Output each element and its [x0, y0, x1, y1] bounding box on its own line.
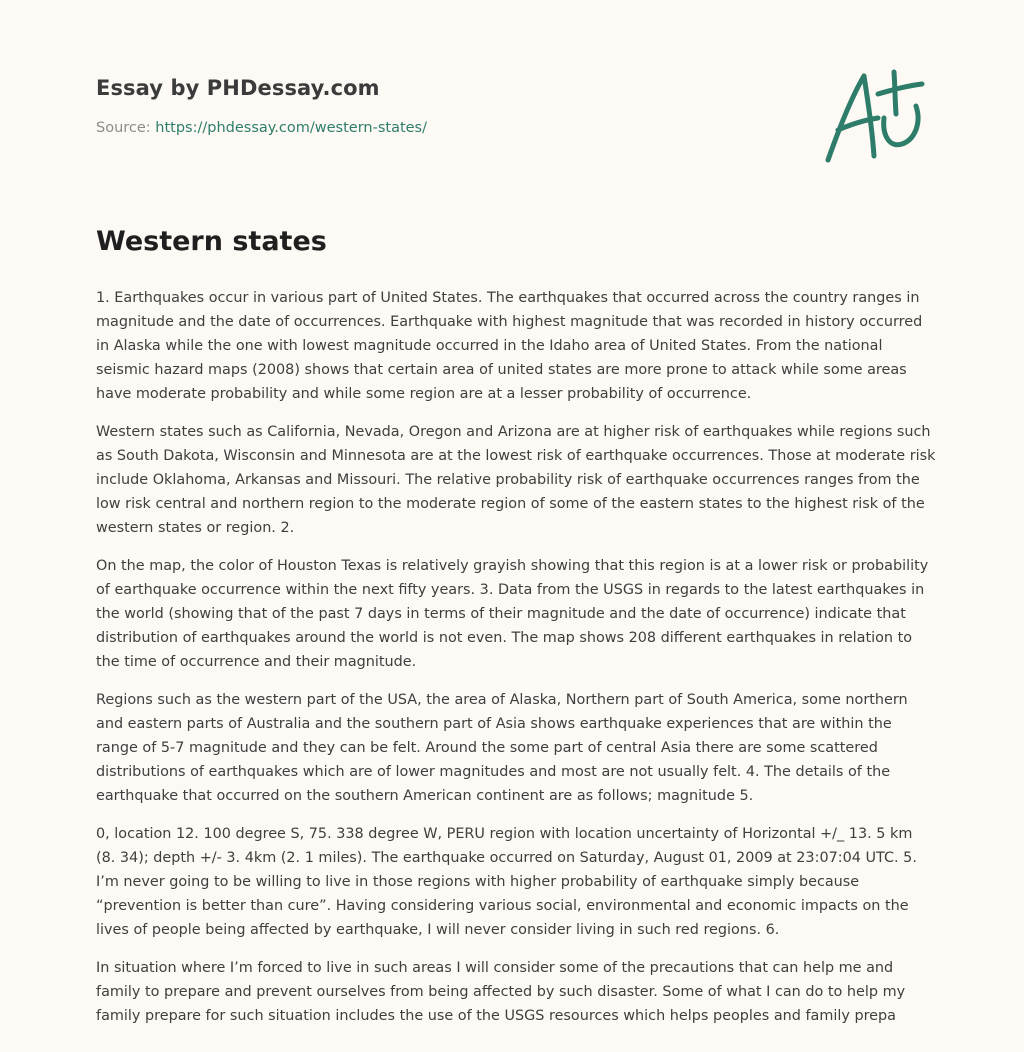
essay-paragraph: 0, location 12. 100 degree S, 75. 338 degree W, PERU region with location uncertainty of Horizontal +/_ 13. 5 km (8. 34); depth +/- 3. 4km (2. 1 miles). The earthquake occurred on Saturday, August 01, 2009 at 23:07:04 UTC. 5. I’m never going to be willing to live in those regions with higher probability of earthquake simply because “prevention is better than cure”. Having considering various social, environmental and economic impacts on the lives of people being affected by earthquake, I will never consider living in such red regions. 6. — [96, 826, 917, 938]
essay-paragraph: Regions such as the western part of the USA, the area of Alaska, Northern part of South America, some northern and eastern parts of Australia and the southern part of Asia shows earthquake experiences that are within the range of 5-7 magnitude and they can be felt. Around the some part of central Asia there are some scattered distributions of earthquakes which are of lower magnitudes and most are not usually felt. 4. The details of the earthquake that occurred on the southern American continent are as follows; magnitude 5. — [96, 692, 908, 804]
source-label: Source: — [96, 120, 156, 136]
source-link[interactable]: https://phdessay.com/western-states/ — [155, 120, 428, 136]
source-line — [96, 120, 796, 136]
essay-paragraph: 1. Earthquakes occur in various part of United States. The earthquakes that occurred across the country ranges in magnitude and the date of occurrences. Earthquake with highest magnitude that was recorded in history occurred in Alaska while the one with lowest magnitude occurred in the Idaho area of United States. From the national seismic hazard maps (2008) shows that certain area of united states are more prone to attack while some areas have moderate probability and while some region are at a lesser probability of occurrence. — [96, 290, 923, 402]
a-plus-logo-icon — [818, 66, 930, 166]
essay-title: Western states — [96, 226, 327, 257]
a-plus-logo — [818, 66, 930, 166]
site-title: Essay by PHDessay.com — [96, 76, 380, 100]
essay-paragraph: On the map, the color of Houston Texas is relatively grayish showing that this region is at a lower risk or probability of earthquake occurrence within the next fifty years. 3. Data from the USGS in regards to the latest earthquakes in the world (showing that of the past 7 days in terms of their magnitude and the date of occurrence) indicate that distribution of earthquakes around the world is not even. The map shows 208 different earthquakes in relation to the time of occurrence and their magnitude. — [96, 558, 929, 670]
essay-paragraph: Western states such as California, Nevada, Oregon and Arizona are at higher risk of earthquakes while regions such as South Dakota, Wisconsin and Minnesota are at the lowest risk of earthquake occurrences. Those at moderate risk include Oklahoma, Arkansas and Missouri. The relative probability risk of earthquake occurrences ranges from the low risk central and northern region to the moderate region of some of the eastern states to the highest risk of the western states or region. 2. — [96, 424, 936, 536]
essay-body — [96, 286, 936, 1042]
page-header — [96, 76, 796, 136]
essay-paragraph: In situation where I’m forced to live in such areas I will consider some of the precautions that can help me and family to prepare and prevent ourselves from being affected by such disaster. Some of what I can do to help my family prepare for such situation includes the use of the USGS resources which helps peoples and family prepa — [96, 960, 906, 1024]
